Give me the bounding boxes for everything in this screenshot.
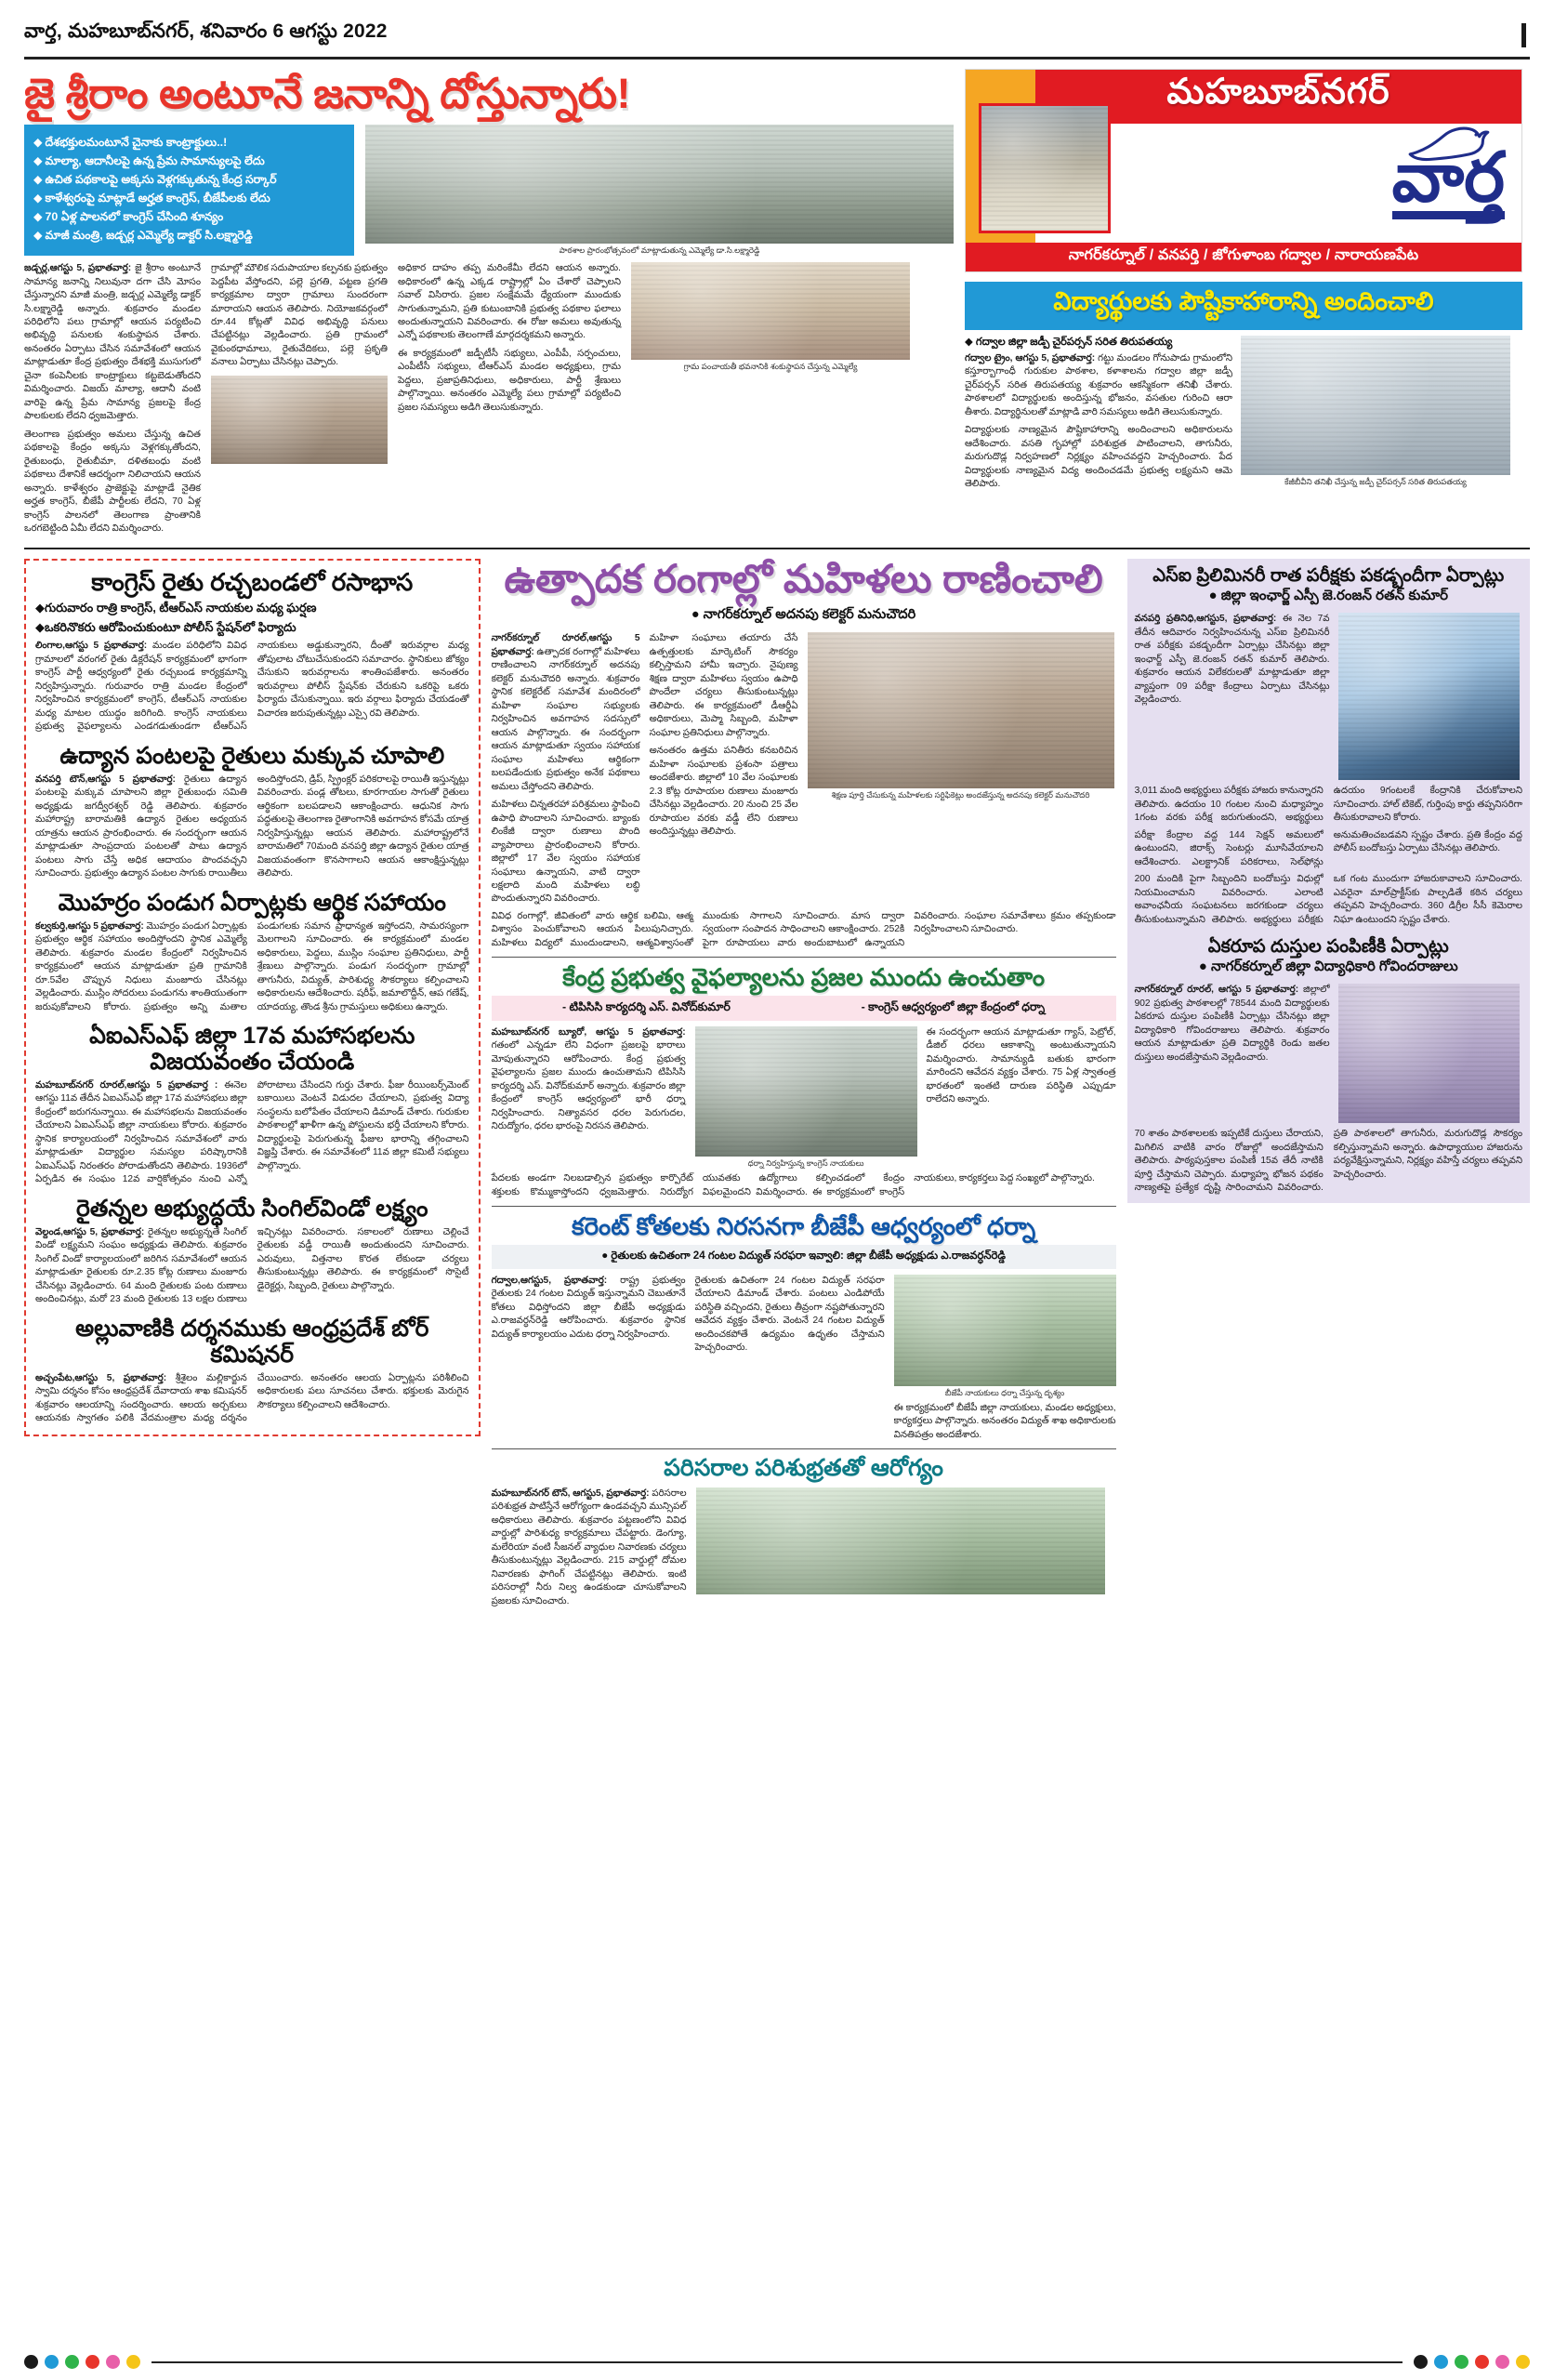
mid-para-4: అనంతరం ఉత్తమ పనితీరు కనబరిచిన మహిళా సంఘాలకు ప్రశంసా పత్రాలు అందజేశారు. జిల్లాలో 10 వేల సంఘాలకు 2.3 కోట్ల రూపాయల రుణాలు మంజూరు చేసినట్లు వెల్లడించారు. 20 నుంచి 25 వేల రూపాయల వరకు వడ్డీ లేని రుణాలు అందిస్తున్నట్లు తెలిపారు. (649, 746, 798, 838)
mid-para-2: మహిళలు చిన్నతరహా పరిశ్రమలు స్థాపించి ఉపాధి పొందాలని సూచించారు. బ్యాంకు లింకేజీ ద్వారా రుణాలు పొంది వ్యాపారాలు ప్రారంభించాలని కోరారు. జిల్లాలో 17 వేల స్వయం సహాయక సంఘాలు ఉన్నాయని, వాటి ద్వారా లక్షలాది మంది మహిళలు లబ్ధి పొందుతున్నారని వివరించారు. (491, 800, 640, 905)
page-number-mark (1521, 23, 1526, 47)
lower-section (24, 556, 1530, 2032)
lead-bullet-4: ◆ 70 ఏళ్ల పాలనలో కాంగ్రెస్ చేసింది శూన్యం (33, 210, 224, 224)
lead-para-1: జడ్చర్ల,ఆగస్టు 5, ప్రభాతవార్త: జై శ్రీరాం అంటూనే సామాన్య జనాన్ని నిలువునా దగా చేసి మోసం చేస్తున్నారని మాజీ మంత్రి, జడ్చర్ల ఎమ్మెల్యే డాక్టర్ సి.లక్ష్మారెడ్డి అన్నారు. శుక్రవారం మండల పరిధిలోని పలు గ్రామాల్లో ఆయన పర్యటించి అభివృద్ధి పనులకు శంకుస్థాపన చేశారు. అనంతరం ఏర్పాటు చేసిన సమావేశంలో ఆయన మాట్లాడుతూ కేంద్ర ప్రభుత్వం దేశభక్తి ముసుగులో చైనా కంపెనీలకు కాంట్రాక్టులు కట్టబెడుతోందని విమర్శించారు. విజయ్ మాల్యా, ఆదానీ వంటి వారిపై ఉన్న ప్రేమ సామాన్య ప్రజలపై కేంద్ర పాలకులకు లేదని ధ్వజమెత్తారు. (24, 263, 201, 422)
mid-divider-2 (492, 1206, 1116, 1207)
mid-blue-photo-wrap (894, 1275, 1116, 1443)
masthead-district: మహబూబ్‌నగర్ (1035, 70, 1521, 124)
right-story-1-body-2: 3,011 మంది అభ్యర్థులు పరీక్షకు హాజరు కానున్నారని తెలిపారు. ఉదయం 10 గంటల నుంచి మధ్యాహ్నం 1గంట వరకు పరీక్ష జరుగుతుందని, అభ్యర్థులు ఉదయం 9గంటలకే కేంద్రానికి చేరుకోవాలని సూచించారు. హాల్ టికెట్, గుర్తింపు కార్డు తప్పనిసరిగా తీసుకురావాలని కోరారు. (1134, 786, 1522, 824)
mid-main-caption: శిక్షణ పూర్తి చేసుకున్న మహిళలకు సర్టిఫికెట్లు అందజేస్తున్న అదనపు కలెక్టర్ మనుచౌదరి (831, 790, 1090, 800)
right-story-2-textcol (1135, 984, 1330, 1123)
right-story-2-top (1135, 984, 1522, 1123)
right-story-1-top (1135, 613, 1522, 780)
mid-blue-photo (894, 1275, 1116, 1386)
right-story-2-photo-wrap (1338, 984, 1520, 1123)
right-story-1-body-1: వనపర్తి ప్రతినిధి,ఆగస్టు5, ప్రభాతవార్త: ఈ నెల 7వ తేదీన ఆదివారం నిర్వహించనున్న ఎస్ఐ ప్రిలిమినరీ రాత పరీక్షకు పకడ్బందీగా ఏర్పాట్లు చేసినట్లు జిల్లా ఇంఛార్జ్ ఎస్పీ జె.రంజన్ రతన్ కుమార్ తెలిపారు. శుక్రవారం ఆయన విలేకరులతో మాట్లాడుతూ జిల్లా వ్యాప్తంగా 09 పరీక్షా కేంద్రాలు ఏర్పాటు చేసినట్లు వెల్లడించారు. (1134, 614, 1330, 706)
mid-green-subbar (492, 996, 1116, 1021)
left-story-6-body: అచ్చంపేట,ఆగస్టు 5, ప్రభాతవార్త: శ్రీశైలం మల్లికార్జున స్వామి దర్శనం కోసం ఆంధ్రప్రదేశ్ దేవాదాయ శాఖ కమిషనర్ శుక్రవారం ఆలయాన్ని సందర్శించారు. ఆలయ అర్చకులు ఆయనకు స్వాగతం పలికి వేదమంత్రాల మధ్య దర్శనం చేయించారు. అనంతరం ఆలయ ఏర్పాట్లను పరిశీలించి అధికారులకు పలు సూచనలు చేశారు. భక్తులకు మెరుగైన సౌకర్యాలు కల్పించాలని ఆదేశించారు. (35, 1372, 469, 1424)
lead-col-2 (211, 262, 388, 536)
mid-green-story (492, 964, 1116, 1199)
section-divider (24, 548, 1530, 549)
lead-photo-top-wrap (365, 125, 954, 256)
mid-blue-body-3: ఈ కార్యక్రమంలో బీజేపీ జిల్లా నాయకులు, మండల అధ్యక్షులు, కార్యకర్తలు పాల్గొన్నారు. అనంతరం విద్యుత్ శాఖ అధికారులకు వినతిపత్రం అందజేశారు. (893, 1402, 1116, 1440)
footer-dot (65, 2355, 79, 2369)
mid-blue-story (492, 1213, 1116, 1442)
lead-col-4 (631, 262, 910, 536)
footer-rule (151, 2361, 1403, 2363)
diamond-icon: ◆ (33, 210, 43, 224)
mid-green-col-1 (492, 1026, 686, 1169)
right-story-1 (1127, 559, 1530, 1203)
left-story-1-bullet-1: ◆ఒకరినొకరు ఆరోపించుకుంటూ పోలీస్ స్టేషన్‌లో ఫిర్యాదు (35, 619, 296, 634)
mid-green-photo (695, 1026, 917, 1157)
lead-upper-row (24, 125, 954, 256)
mid-teal-body: మహబూబ్‌నగర్ టౌన్, ఆగస్టు5, ప్రభాతవార్త: పరిసరాల పరిశుభ్రత పాటిస్తేనే ఆరోగ్యంగా ఉండవచ్చని మున్సిపల్ అధికారులు తెలిపారు. శుక్రవారం పట్టణంలోని వివిధ వార్డుల్లో పారిశుధ్య కార్యక్రమాలు చేపట్టారు. డెంగ్యూ, మలేరియా వంటి సీజనల్ వ్యాధుల నివారణకు చర్యలు తీసుకుంటున్నట్లు వెల్లడించారు. 215 వార్డుల్లో దోమల నివారణకు ఫాగింగ్ చేపట్టినట్లు తెలిపారు. ఇంటి పరిసరాల్లో నీరు నిల్వ ఉండకుండా చూసుకోవాలని ప్రజలకు సూచించారు. (491, 1488, 687, 1606)
right-story-1-textcol (1135, 613, 1330, 780)
mid-teal-photo (696, 1488, 1105, 1594)
masthead-wordmark-wrap (1035, 124, 1521, 243)
mid-green-photo-wrap (695, 1026, 917, 1169)
right-story-1-title: ఎస్ఐ ప్రిలిమినరీ రాత పరీక్షకు పకడ్బందీగా ఏర్పాట్లు (1152, 564, 1505, 586)
right-top-para-2: విద్యార్థులకు నాణ్యమైన పౌష్టికాహారాన్ని అందించాలని అధికారులను ఆదేశించారు. వసతి గృహాల్లో పరిశుభ్రత పాటించాలని, తాగునీరు, మరుగుదొడ్ల నిర్వహణలో నిర్లక్ష్యం వహించవద్దని హెచ్చరించారు. పేద విద్యార్థులకు నాణ్యమైన విద్య అందించడమే ప్రభుత్వ లక్ష్యమని ఆమె తెలిపారు. (965, 425, 1232, 490)
mid-green-sub-right: - కాంగ్రెస్ ఆధ్వర్యంలో జిల్లా కేంద్రంలో ధర్నా (861, 1000, 1046, 1013)
right-top-kicker: ◆ గద్వాల జిల్లా జడ్పీ చైర్‌పర్సన్ సరిత తిరుపతయ్య (965, 337, 1173, 348)
right-story-1-body-3: పరీక్షా కేంద్రాల వద్ద 144 సెక్షన్ అమలులో ఉంటుందని, జిరాక్స్ సెంటర్లు మూసివేయాలని ఆదేశించారు. ఎలక్ట్రానిక్ పరికరాలు, సెల్‌ఫోన్లు అనుమతించబడవని స్పష్టం చేశారు. ప్రతి కేంద్రం వద్ద పోలీస్ బందోబస్తు ఏర్పాటు చేసినట్లు తెలిపారు. (1134, 829, 1522, 867)
mid-green-body-1: మహబూబ్‌నగర్ బ్యూరో, ఆగస్టు 5 ప్రభాతవార్త: గతంలో ఎన్నడూ లేని విధంగా ప్రజలపై భారాలు మోపుతున్నారని ఆరోపించారు. కేంద్ర ప్రభుత్వ వైఫల్యాలను ప్రజల ముందు ఉంచుతామని టిపిసిసి కార్యదర్శి ఎస్. వినోద్‌కుమార్ అన్నారు. శుక్రవారం జిల్లా కేంద్రంలో కాంగ్రెస్ ఆధ్వర్యంలో భారీ ధర్నా నిర్వహించారు. నిత్యావసర ధరల పెరుగుదల, నిరుద్యోగం, ధరల భారంపై నిరసన తెలిపారు. (491, 1027, 686, 1132)
header-rule (24, 57, 1530, 60)
footer-dot (45, 2355, 59, 2369)
right-top-para-1: గద్వాల ట్రైం, ఆగస్టు 5, ప్రభాతవార్త: గట్టు మండలం గోనుపాడు గ్రామంలోని కస్తూర్బాగాంధీ గురుకుల పాఠశాల, కళాశాలను గద్వాల జిల్లా జడ్పీ చైర్‌పర్సన్ సరిత తిరుపతయ్య శుక్రవారం ఆకస్మికంగా తనిఖీ చేశారు. పాఠశాలలో విద్యార్థులకు అందిస్తున్న భోజనం, వసతుల గురించి ఆరా తీశారు. విద్యార్థినులతో మాట్లాడి వారి సమస్యలు అడిగి తెలుసుకున్నారు. (965, 352, 1233, 417)
footer-dot (1434, 2355, 1448, 2369)
left-story-1-body: లింగాల,ఆగస్టు 5 ప్రభాతవార్త: మండల పరిధిలోని వివిధ గ్రామాలలో వరంగల్ రైతు డిక్లరేషన్ కార్యక్రమంలో భాగంగా కాంగ్రెస్ పార్టీ ఆధ్వర్యంలో రైతు రచ్చబండ కార్యక్రమాన్ని నిర్వహిస్తున్నారు. గురువారం రాత్రి మండల కేంద్రంలో నిర్వహించిన కార్యక్రమంలో కాంగ్రెస్, టీఆర్ఎస్ నాయకుల మధ్య మాటల యుద్ధం జరిగింది. కాంగ్రెస్ నాయకులు ప్రభుత్వ వైఫల్యాలను ఎండగడుతుండగా టీఆర్ఎస్ నాయకులు అడ్డుకున్నారని, దీంతో ఇరువర్గాల మధ్య తోపులాట చోటుచేసుకుందని సమాచారం. స్థానికులు జోక్యం చేసుకుని ఇరువర్గాలను శాంతింపజేశారు. అనంతరం ఇరువర్గాలు పోలీస్ స్టేషన్‌కు చేరుకుని ఒకరిపై ఒకరు ఫిర్యాదు చేసుకున్నాయి. ఇరు వర్గాలు ఫిర్యాదు చేయడంతో విచారణ జరుపుతున్నట్లు ఎస్సై రవి తెలిపారు. (35, 641, 469, 733)
left-story-1 (24, 559, 481, 1436)
mid-blue-col-1 (492, 1275, 686, 1443)
mid-para-1: నాగర్‌కర్నూల్ రూరల్,ఆగస్టు 5 ప్రభాతవార్త: ఉత్పాదక రంగాల్లో మహిళలు రాణించాలని నాగర్‌కర్నూల్ అదనపు కలెక్టర్ మనుచౌదరి అన్నారు. శుక్రవారం స్థానిక కలెక్టరేట్ సమావేశ మందిరంలో మహిళా సంఘాల సభ్యులకు నిర్వహించిన అవగాహన సదస్సులో ఆయన పాల్గొన్నారు. ఈ సందర్భంగా ఆయన మాట్లాడుతూ స్వయం సహాయక సంఘాల మహిళలు ఆర్థికంగా బలపడేందుకు ప్రభుత్వం అనేక పథకాలు అమలు చేస్తోందని తెలిపారు. (491, 633, 640, 792)
mid-green-col-2 (927, 1026, 1116, 1169)
lead-para-2: తెలంగాణ ప్రభుత్వం అమలు చేస్తున్న ఉచిత పథకాలపై కేంద్రం అక్కసు వెళ్లగక్కుతోందని, రైతుబంధు, రైతుబీమా, దళితబంధు వంటి పథకాలు దేశానికే ఆదర్శంగా నిలిచాయని ఆయన అన్నారు. కాళేశ్వరం ప్రాజెక్టుపై మాట్లాడే నైతిక అర్హత కాంగ్రెస్, బీజేపీ పార్టీలకు లేదని, 70 ఏళ్ల కాంగ్రెస్ పాలనలో తెలంగాణ ప్రాంతానికి ఒరగబెట్టింది ఏమీ లేదని విమర్శించారు. (24, 429, 201, 535)
mid-col-1 (492, 632, 640, 906)
mid-photo-wrap (808, 632, 1114, 906)
right-story-2-body-2: 70 శాతం పాఠశాలలకు ఇప్పటికే దుస్తులు చేరాయని, మిగిలిన వాటికి వారం రోజుల్లో అందజేస్తామని తెలిపారు. పాఠ్యపుస్తకాల పంపిణీ 15వ తేదీ నాటికి పూర్తి చేస్తామని చెప్పారు. మధ్యాహ్న భోజన పథకం నాణ్యతపై ప్రత్యేక దృష్టి సారించామని వివరించారు. ప్రతి పాఠశాలలో తాగునీరు, మరుగుదొడ్ల సౌకర్యం కల్పిస్తున్నామని అన్నారు. ఉపాధ్యాయుల హాజరును పర్యవేక్షిస్తున్నామని, నిర్లక్ష్యం వహిస్తే చర్యలు తప్పవని హెచ్చరించారు. (1134, 1129, 1522, 1194)
right-story-1-photo-wrap (1338, 613, 1520, 780)
footer-dots-left (24, 2355, 140, 2369)
mid-green-title: కేంద్ర ప్రభుత్వ వైఫల్యాలను ప్రజల ముందు ఉంచుతాం (562, 963, 1046, 992)
left-column (24, 559, 481, 2032)
lead-para-3: గ్రామాల్లో మౌలిక సదుపాయాల కల్పనకు ప్రభుత్వం పెద్దపీట వేస్తోందని, పల్లె ప్రగతి, పట్టణ ప్రగతి కార్యక్రమాల ద్వారా గ్రామాలు సుందరంగా మారాయని ఆయన తెలిపారు. నియోజకవర్గంలో రూ.44 కోట్లతో వివిధ అభివృద్ధి పనులు చేపట్టినట్లు వెల్లడించారు. ప్రతి గ్రామంలో వైకుంఠధామాలు, రైతువేదికలు, పల్లె ప్రకృతి వనాలు ఏర్పాటు చేసినట్లు చెప్పారు. (211, 263, 388, 368)
mid-green-body-2: ఈ సందర్భంగా ఆయన మాట్లాడుతూ గ్యాస్, పెట్రోల్, డీజిల్ ధరలు ఆకాశాన్ని అంటుతున్నాయని విమర్శించారు. సామాన్యుడి బతుకు భారంగా మారిందని ఆవేదన వ్యక్తం చేశారు. 75 ఏళ్ల స్వాతంత్ర భారతంలో ఇంతటి దారుణ పరిస్థితి ఎప్పుడూ రాలేదని అన్నారు. (926, 1027, 1116, 1105)
mid-green-sub-left: - టిపిసిసి కార్యదర్శి ఎస్. వినోద్‌కుమార్ (561, 1000, 731, 1013)
masthead-middle (966, 124, 1521, 243)
mid-green-caption: ధర్నా నిర్వహిస్తున్న కాంగ్రెస్ నాయకులు (747, 1158, 864, 1168)
footer-dot (1475, 2355, 1489, 2369)
lead-photo-top (365, 125, 954, 244)
lead-col-3 (398, 262, 621, 536)
lead-bullet-1: ◆ మాల్యా, ఆదానీలపై ఉన్న ప్రేమ సామాన్యులపై లేదు (33, 153, 265, 167)
mid-blue-caption: బీజేపీ నాయకులు ధర్నా చేస్తున్న దృశ్యం (944, 1387, 1065, 1397)
mid-green-body-3: పేదలకు అండగా నిలబడాల్సిన ప్రభుత్వం కార్పొరేట్ శక్తులకు కొమ్ముకాస్తోందని ధ్వజమెత్తారు. నిరుద్యోగ యువతకు ఉద్యోగాలు కల్పించడంలో కేంద్రం విఫలమైందని విమర్శించారు. ఈ కార్యక్రమంలో కాంగ్రెస్ నాయకులు, కార్యకర్తలు పెద్ద సంఖ్యలో పాల్గొన్నారు. (491, 1173, 1095, 1197)
right-story-2-kicker: ● నాగర్‌కర్నూల్ జిల్లా విద్యాధికారి గోవిందరాజులు (1198, 959, 1458, 975)
lead-bullet-0: ◆ దేశభక్తులమంటూనే చైనాకు కాంట్రాక్టులు..! (33, 135, 228, 149)
left-story-3-body: కల్వకుర్తి,ఆగస్టు 5 ప్రభాతవార్త: మొహర్రం పండుగ ఏర్పాట్లకు ప్రభుత్వం ఆర్థిక సహాయం అందిస్తోందని స్థానిక ఎమ్మెల్యే తెలిపారు. శుక్రవారం మండల కేంద్రంలో నిర్వహించిన కార్యక్రమంలో ఆయన మాట్లాడుతూ ప్రతి గ్రామానికి రూ.5వేల చొప్పున నిధులు మంజూరు చేసినట్లు వెల్లడించారు. ముస్లిం సోదరులు పండుగను శాంతియుతంగా జరుపుకోవాలని కోరారు. ప్రభుత్వం అన్ని మతాల పండుగలకు సమాన ప్రాధాన్యత ఇస్తోందని, సామరస్యంగా మెలగాలని సూచించారు. ఈ కార్యక్రమంలో మండల అధికారులు, పెద్దలు, ముస్లిం సంఘాల ప్రతినిధులు, పార్టీ శ్రేణులు పాల్గొన్నారు. పండుగ సందర్భంగా గ్రామాల్లో తాగునీరు, విద్యుత్, పారిశుధ్య సౌకర్యాలు కల్పించాలని అధికారులను ఆదేశించారు. షరీఫ్, జమాలొద్దీన్, ఆప గణేష్, యాదయ్య, తొండ శ్రీను గ్రామస్తులు అధికులు ఉన్నారు. (35, 920, 469, 1012)
lead-para-4: అధికార దాహం తప్ప మరింకేమీ లేదని ఆయన అన్నారు. అధికారంలో ఉన్న ఎక్కడ రాష్ట్రాల్లో ఏం చేశారో చెప్పాలని సవాల్ విసిరారు. ప్రజల సంక్షేమమే ధ్యేయంగా ముందుకు సాగుతున్నామని, ప్రతి కుటుంబానికి ప్రభుత్వ పథకాల ఫలాలు అందుతున్నాయని వివరించారు. ఈ రోజు అమలు అవుతున్న ఎన్నో పథకాలకు తెలంగాణే మార్గదర్శకమని అన్నారు. (398, 263, 621, 341)
mid-teal-story (492, 1456, 1116, 1608)
right-story-1-body-4: 200 మందికి పైగా సిబ్బందిని బందోబస్తు విధుల్లో నియమించామని వివరించారు. ఎలాంటి అవాంఛనీయ సంఘటనలు జరగకుండా చర్యలు తీసుకుంటున్నామని తెలిపారు. అభ్యర్థులు పరీక్షకు ఒక గంట ముందుగా హాజరుకావాలని సూచించారు. ఎవరైనా మాల్‌ప్రాక్టీస్‌కు పాల్పడితే కఠిన చర్యలు తప్పవని హెచ్చరించారు. 360 డిగ్రీల సీసీ కెమెరాల నిఘా ఉంటుందని స్పష్టం చేశారు. (1134, 874, 1522, 925)
lead-bullet-box (24, 125, 354, 256)
mid-blue-col-2 (695, 1275, 885, 1443)
mid-blue-title: కరెంట్ కోతలకు నిరసనగా బీజేపీ ఆధ్వర్యంలో ధర్నా (572, 1212, 1036, 1241)
mid-col-2 (650, 632, 798, 906)
footer-dot (86, 2355, 99, 2369)
diamond-icon: ◆ (33, 135, 43, 149)
left-story-1-title: కాంగ్రెస్ రైతు రచ్చబండలో రసాభాస (91, 567, 414, 596)
mid-main-grid (492, 632, 1116, 906)
lead-para-5: ఈ కార్యక్రమంలో జడ్పీటీసీ సభ్యులు, ఎంపీపీ, సర్పంచులు, ఎంపీటీసీ సభ్యులు, టీఆర్ఎస్ మండల అధ్యక్షులు, గ్రామ పెద్దలు, ప్రజాప్రతినిధులు, అధికారులు, పార్టీ శ్రేణులు పాల్గొన్నాయి. అనంతరం ఎమ్మెల్యే పలు గ్రామాల్లో పర్యటించి ప్రజల సమస్యలు అడిగి తెలుసుకున్నారు. (398, 348, 621, 413)
masthead (965, 69, 1522, 272)
lead-photo-bottom (631, 262, 910, 360)
masthead-wordmark: వార్త (1392, 147, 1505, 219)
left-story-3-title: మొహర్రం పండుగ ఏర్పాట్లకు ఆర్థిక సహాయం (58, 889, 446, 916)
mid-blue-subbar: ● రైతులకు ఉచితంగా 24 గంటల విద్యుత్ సరఫరా ఇవ్వాలి: జిల్లా బీజేపీ అధ్యక్షుడు ఎ.రాజవర్ధన్‌రెడ్డి (492, 1245, 1116, 1269)
lead-photo-bottom-caption: గ్రామ పంచాయతీ భవనానికి శంకుస్థాపన చేస్తున్న ఎమ్మెల్యే (683, 362, 858, 372)
right-story-2-title: ఏకరూప దుస్తుల పంపిణీకి ఏర్పాట్లు (1207, 936, 1449, 958)
mid-teal-grid (492, 1488, 1116, 1608)
right-story-2-body-1: నాగర్‌కర్నూల్ రూరల్, ఆగస్టు 5 ప్రభాతవార్త: జిల్లాలో 902 ప్రభుత్వ పాఠశాలల్లో 78544 మంది విద్యార్థులకు ఏకరూప దుస్తుల పంపిణీకి ఏర్పాట్లు చేసినట్లు జిల్లా విద్యాధికారి గోవిందరాజులు తెలిపారు. శుక్రవారం ఆయన మాట్లాడుతూ ప్రతి విద్యార్థికి రెండు జతల దుస్తులు అందజేస్తామని వెల్లడించారు. (1134, 985, 1330, 1063)
masthead-column (965, 69, 1522, 536)
right-top-photo-wrap (1241, 336, 1510, 492)
lead-col-1 (24, 262, 201, 536)
footer-dots-right (1414, 2355, 1530, 2369)
diamond-icon: ◆ (33, 192, 43, 205)
left-story-6-title: అల్లువాణికి దర్శనముకు ఆంధ్రప్రదేశ్ బోర్ కమిషనర్ (75, 1315, 429, 1368)
mid-teal-photo-wrap (696, 1488, 1105, 1608)
footer-dot (1495, 2355, 1509, 2369)
footer-dot (1516, 2355, 1530, 2369)
left-story-2-body: వనపర్తి టౌన్,ఆగస్టు 5 ప్రభాతవార్త: రైతులు ఉద్యాన పంటలపై మక్కువ చూపాలని జిల్లా రైతుబంధు సమితి అధ్యక్షుడు జగద్వీరశ్వర్ రెడ్డి తెలిపారు. శుక్రవారం మహారాష్ట్ర బారామతికి ఉద్యాన రైతుల అధ్యయన యాత్రను ఆయన ప్రారంభించారు. ఈ సందర్భంగా ఆయన మాట్లాడుతూ సాంప్రదాయ పంటలతో పాటు ఉద్యాన పంటలు సాగు చేస్తే అధిక ఆదాయం పొందవచ్చని సూచించారు. ప్రభుత్వం ఉద్యాన పంటల సాగుకు రాయితీలు అందిస్తోందని, డ్రిప్, స్ప్రింక్లర్ పరికరాలపై రాయితీ ఇస్తున్నట్లు వివరించారు. పండ్ల తోటలు, కూరగాయల సాగుతో రైతులు ఆర్థికంగా బలపడాలని ఆకాంక్షించారు. ఆధునిక సాగు పద్ధతులపై తెలంగాణ రైతాంగానికి అవగాహన కోసమే యాత్ర నిర్వహిస్తున్నట్లు ఆయన తెలిపారు. మహారాష్ట్రలోనే బారామతిలో 70మంది వనపర్తి జిల్లా ఉద్యాన రైతుల యాత్ర విజయవంతంగా కొనసాగాలని ఆయన ఆకాంక్షిస్తున్నట్లు తెలిపారు. (35, 774, 469, 879)
mid-main-photo (808, 632, 1114, 788)
lead-columns (24, 262, 954, 536)
lead-section (24, 69, 1530, 536)
lead-bullet-3: ◆ కాళేశ్వరంపై మాట్లాడే అర్హత కాంగ్రెస్, బీజేపీలకు లేదు (33, 192, 270, 205)
footer-dot (1455, 2355, 1468, 2369)
mid-blue-body-1: గద్వాల,ఆగస్టు5, ప్రభాతవార్త: రాష్ట్ర ప్రభుత్వం రైతులకు 24 గంటల విద్యుత్ ఇస్తున్నామని చెబుతూనే కోతలు విధిస్తోందని జిల్లా బీజేపీ అధ్యక్షుడు ఎ.రాజవర్ధన్‌రెడ్డి ఆరోపించారు. శుక్రవారం స్థానిక విద్యుత్ కార్యాలయం ఎదుట ధర్నా నిర్వహించారు. (491, 1275, 686, 1340)
mid-blue-grid (492, 1275, 1116, 1443)
mid-para-5: వివిధ రంగాల్లో, జీవితంలో వారు ఆర్థిక బలిమి, ఆత్మ విశ్వాసం పెంచుకోవాలని ఆయన పిలుపునిచ్చారు. మహిళలు విద్యలో ముందుండాలని, ఆత్మవిశ్వాసంతో ముందుకు సాగాలని సూచించారు. మాస ద్వారా స్వయంగా సంపాదన సాధించాలని ఆకాంక్షించారు. 252కి పైగా రూపాయలు వారు అందుబాటులో ఉన్నాయని వివరించారు. సంఘాల సమావేశాలు క్రమం తప్పకుండా నిర్వహించాలని సూచించారు. (491, 910, 1116, 948)
footer-dot (126, 2355, 140, 2369)
mid-green-grid (492, 1026, 1116, 1169)
mid-teal-title: పరిసరాల పరిశుభ్రతతో ఆరోగ్యం (664, 1455, 943, 1482)
page-footer (24, 2355, 1530, 2369)
right-column (1127, 559, 1530, 2032)
page-dateline (24, 20, 388, 47)
lead-bullet-5: ◆ మాజీ మంత్రి, జడ్చర్ల ఎమ్మెల్యే డాక్టర్ సి.లక్ష్మారెడ్డి (33, 229, 253, 243)
footer-dot (24, 2355, 38, 2369)
middle-column (491, 556, 1116, 2032)
right-top-caption: కేజీబీవీని తనిఖీ చేస్తున్న జడ్పీ చైర్‌పర్సన్ సరిత తిరుపతయ్య (1284, 477, 1467, 486)
lead-headline: జై శ్రీరాం అంటూనే జనాన్ని దోస్తున్నారు! (24, 70, 631, 117)
left-story-5-title: రైతన్నల అభ్యుద్ధయే సింగిల్‌విండో లక్ష్యం (76, 1195, 428, 1222)
page-header (24, 20, 1530, 53)
footer-dot (106, 2355, 120, 2369)
diamond-icon: ◆ (33, 173, 43, 187)
lead-photo-mid (211, 376, 388, 464)
right-top-text-col (965, 336, 1232, 492)
left-story-2-title: ఉద్యాన పంటలపై రైతులు మక్కువ చూపాలి (59, 742, 445, 769)
right-story-2-photo (1338, 984, 1520, 1123)
dove-icon (1406, 126, 1492, 163)
mid-divider-3 (492, 1448, 1116, 1449)
mid-para-3: మహిళా సంఘాలు తయారు చేసే ఉత్పత్తులకు మార్కెటింగ్ సౌకర్యం కల్పిస్తామని హామీ ఇచ్చారు. నైపుణ్య శిక్షణ ద్వారా మహిళలు స్వయం ఉపాధి పొందేలా చర్యలు తీసుకుంటున్నట్లు తెలిపారు. ఈ కార్యక్రమంలో డీఆర్డీఏ అధికారులు, మెప్మా సిబ్బంది, మహిళా సంఘాల ప్రతినిధులు పాల్గొన్నారు. (649, 633, 798, 738)
left-story-4-title: ఏఐఎస్ఎఫ్ జిల్లా 17వ మహాసభలను విజయవంతం చేయండి (89, 1023, 415, 1075)
mid-teal-col-1 (492, 1488, 687, 1608)
lead-story (24, 69, 954, 536)
left-story-5-body: వెల్దండ,ఆగస్టు 5, ప్రభాతవార్త: రైతన్నల అభ్యున్నతే సింగిల్ విండో లక్ష్యమని సంఘం అధ్యక్షుడు తెలిపారు. శుక్రవారం సింగిల్ విండో కార్యాలయంలో జరిగిన సమావేశంలో ఆయన మాట్లాడుతూ రైతులకు రూ.2.35 కోట్ల రుణాలు మంజూరు చేసినట్లు వెల్లడించారు. 64 మంది రైతులకు పంట రుణాలు అందించినట్లు, మరో 23 మంది రైతులకు 13 లక్షల రుణాలు ఇచ్చినట్లు వివరించారు. సకాలంలో రుణాలు చెల్లించే రైతులకు వడ్డీ రాయితీ అందుతుందని సూచించారు. ఎరువులు, విత్తనాల కొరత లేకుండా చర్యలు తీసుకుంటున్నట్లు తెలిపారు. ఈ కార్యక్రమంలో సొసైటీ డైరెక్టర్లు, సిబ్బంది, రైతులు పాల్గొన్నారు. (35, 1226, 469, 1305)
right-story-1-kicker: ● జిల్లా ఇంఛార్జ్ ఎస్పీ జె.రంజన్ రతన్ కుమార్ (1208, 588, 1449, 604)
right-top-story (965, 336, 1522, 492)
diamond-icon: ◆ (33, 153, 43, 167)
dateline-brand: వార్త (24, 20, 57, 42)
left-story-4-body: మహబూబ్‌నగర్ రూరల్,ఆగస్టు 5 ప్రభాతవార్త : ఈనెల ఆగస్టు 11వ తేదీన ఏఐఎస్ఎఫ్ జిల్లా 17వ మహాసభలు జిల్లా కేంద్రంలో జరుగనున్నాయి. ఈ మహాసభలను విజయవంతం చేయాలని ఏఐఎస్ఎఫ్ జిల్లా నాయకులు కోరారు. శుక్రవారం స్థానిక కార్యాలయంలో నిర్వహించిన సమావేశంలో వారు మాట్లాడుతూ విద్యార్థుల సమస్యల పరిష్కారానికి ఏఐఎస్ఎఫ్ నిరంతరం పోరాడుతోందని తెలిపారు. 1936లో ఏర్పడిన ఈ సంఘం 12వ వార్షికోత్సవం నుంచి ఎన్నో పోరాటాలు చేసిందని గుర్తు చేశారు. ఫీజు రీయింబర్స్‌మెంట్ బకాయిలు వెంటనే విడుదల చేయాలని, ప్రభుత్వ విద్యా సంస్థలను బలోపేతం చేయాలని డిమాండ్ చేశారు. గురుకుల పాఠశాలల్లో ఖాళీగా ఉన్న పోస్టులను భర్తీ చేయాలని కోరారు. విద్యార్థులపై పెరుగుతున్న ఫీజుల భారాన్ని తగ్గించాలని విజ్ఞప్తి చేశారు. ఈ సమావేశంలో 11వ జిల్లా కమిటీ సభ్యులు పాల్గొన్నారు. (35, 1080, 469, 1185)
mid-blue-body-2: రైతులకు ఉచితంగా 24 గంటల విద్యుత్ సరఫరా చేయాలని డిమాండ్ చేశారు. పంటలు ఎండిపోయే పరిస్థితి వచ్చిందని, రైతులు తీవ్రంగా నష్టపోతున్నారని ఆవేదన వ్యక్తం చేశారు. వెంటనే 24 గంటల విద్యుత్ అందించకపోతే ఉద్యమం ఉధృతం చేస్తామని హెచ్చరించారు. (694, 1275, 885, 1354)
mid-divider-1 (492, 957, 1116, 958)
lead-bullet-2: ◆ ఉచిత పథకాలపై అక్కసు వెళ్లగక్కుతున్న కేంద్ర సర్కార్ (33, 173, 277, 187)
lead-photo-top-caption: పాఠశాల ప్రారంభోత్సవంలో మాట్లాడుతున్న ఎమ్మెల్యే డా.సి.లక్ష్మారెడ్డి (559, 245, 760, 255)
dateline-rest: , మహబూబ్‌నగర్, శనివారం 6 ఆగస్టు 2022 (56, 20, 388, 42)
left-story-1-bullet-0: ◆గురువారం రాత్రి కాంగ్రెస్, టీఆర్ఎస్ నాయకుల మధ్య ఘర్షణ (35, 601, 317, 615)
masthead-editions: నాగర్‌కర్నూల్ / వనపర్తి / జోగుళాంబ గద్వాల / నారాయణపేట (966, 243, 1521, 271)
diamond-icon: ◆ (33, 229, 43, 243)
footer-dot (1414, 2355, 1428, 2369)
right-top-banner: విద్యార్థులకు పౌష్టికాహారాన్ని అందించాలి (965, 282, 1522, 330)
mid-main-kicker: ● నాగర్‌కర్నూల్ అదనపు కలెక్టర్ మనుచౌదరి (691, 607, 916, 623)
right-top-photo (1241, 336, 1510, 475)
mid-main-title: ఉత్పాదక రంగాల్లో మహిళలు రాణించాలి (504, 556, 1103, 601)
right-story-1-photo (1338, 613, 1520, 780)
